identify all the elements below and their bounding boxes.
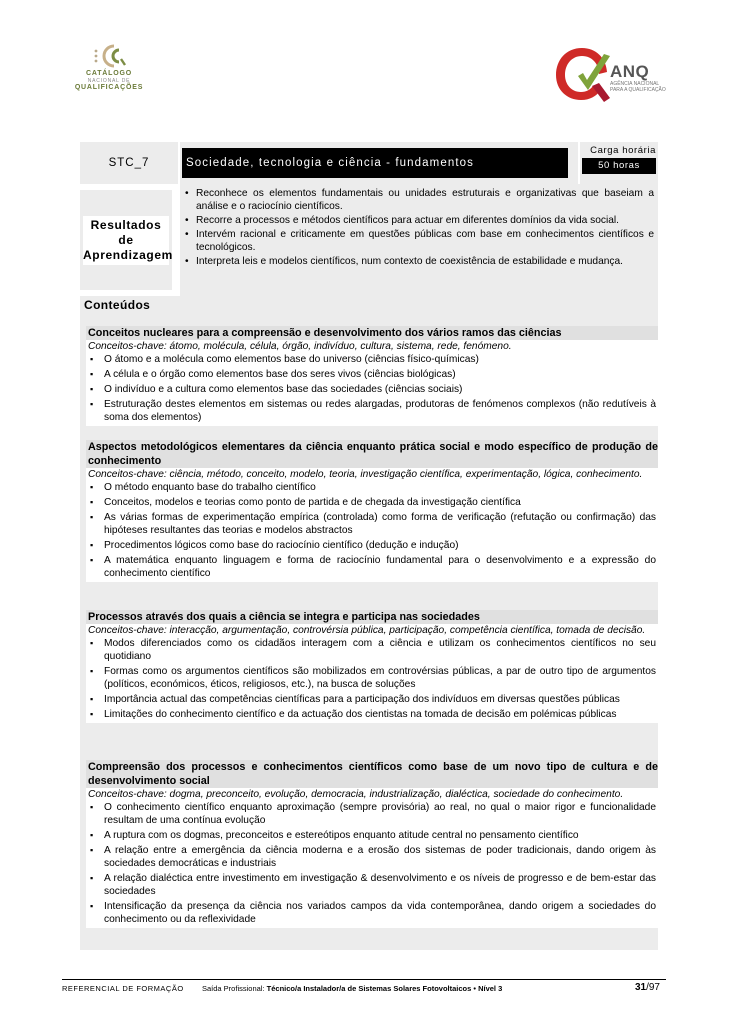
section-item: ▪ A matemática enquanto linguagem e forma de raciocínio fundamental para o desenvolvimento e a expressão do conhecimento científico [104,554,658,580]
anq-logo-subtitle-line-2: PARA A QUALIFICAÇÃO [610,87,666,93]
workload-label: Carga horária [590,145,656,156]
anq-logo [552,42,672,112]
section-item: ▪ A relação entre a emergência da ciência moderna e a erosão dos sistemas de poder tradicionais, dando origem às sociedades democráticas e industriais [104,844,658,870]
content-section [86,760,658,928]
cnq-logo-line-3: QUALIFICAÇÕES [74,84,144,91]
section-item: ▪ Limitações do conhecimento científico e da actuação dos cientistas na tomada de decisão em polémicas públicas [104,708,658,721]
module-title-cell [180,142,578,184]
footer-profile-value: Técnico/a Instalador/a de Sistemas Solares Fotovoltaicos • Nível 3 [266,984,503,993]
section-item: ▪ A ruptura com os dogmas, preconceitos e estereótipos enquanto atitude central no pensamento científico [104,829,658,842]
footer-divider [62,979,666,980]
workload-cell [580,142,658,184]
cnq-logo-line-1: CATÁLOGO [86,70,132,77]
learning-outcomes-label [83,216,173,265]
section-item: ▪ Estruturação destes elementos em sistemas ou redes alargadas, produtoras de fenómenos complexos (não redutíveis à soma dos elementos) [104,398,658,424]
learning-outcome-item: • Reconhece os elementos fundamentais ou unidades estruturais e organizativas que baseiam a análise e o raciocínio científicos. [196,187,654,213]
content-section [86,326,658,426]
section-title: Processos através dos quais a ciência se integra e participa nas sociedades [86,610,658,624]
footer-profile [202,983,502,995]
anq-logo-mark [552,42,614,112]
learning-outcomes [80,184,658,296]
section-item: ▪ Procedimentos lógicos como base do raciocínio científico (dedução e indução) [104,539,658,552]
page-current: 31 [634,982,647,993]
workload-value: 50 horas [582,158,656,174]
section-item: ▪ O método enquanto base do trabalho científico [104,481,658,494]
cnq-logo-mark [89,42,129,70]
content-section [86,610,658,723]
section-item: ▪ Importância actual das competências científicas para a participação dos indivíduos em diversas questões públicas [104,693,658,706]
section-item: ▪ O indivíduo e a cultura como elementos base das sociedades (ciências sociais) [104,383,658,396]
section-keywords: Conceitos-chave: ciência, método, conceito, modelo, teoria, investigação científica, experimentação, lógica, conhecimento. [88,469,643,480]
section-title: Compreensão dos processos e conhecimentos científicos como base de um novo tipo de cultura e de desenvolvimento social [88,761,658,787]
section-item: ▪ Modos diferenciados como os cidadãos interagem com a ciência e utilizam os conhecimentos científicos no seu quotidiano [104,637,658,663]
contents-heading: Conteúdos [80,296,658,314]
section-keywords: Conceitos-chave: interacção, argumentação, controvérsia pública, participação, competência científica, tomada de decisão. [88,625,646,636]
anq-logo-subtitle [610,81,670,93]
section-item: ▪ A relação dialéctica entre investimento em investigação & desenvolvimento e os níveis de progresso e de bem-estar das sociedades [104,872,658,898]
footer-profile-label: Saída Profissional: [202,984,265,993]
learning-outcomes-label-cell [80,190,172,290]
learning-outcome-item: • Intervém racional e criticamente em questões públicas com base em conhecimentos científicos e tecnológicos. [196,228,654,254]
content-section [86,440,658,582]
learning-outcome-item: • Recorre a processos e métodos científicos para actuar em diferentes domínios da vida social. [196,214,654,227]
section-item: ▪ O átomo e a molécula como elementos base do universo (ciências físico-químicas) [104,353,658,366]
footer-document-name: REFERENCIAL DE FORMAÇÃO [62,984,184,993]
module-header [80,142,658,184]
page-total: /97 [646,982,660,993]
anq-logo-name: ANQ [610,62,650,81]
section-item: ▪ O conhecimento científico enquanto aproximação (sempre provisória) ao real, no qual o maior rigor e funcionalidade resultam de uma contínua evolução [104,801,658,827]
section-item: ▪ Conceitos, modelos e teorias como ponto de partida e de chegada da investigação científica [104,496,658,509]
module-title: Sociedade, tecnologia e ciência - fundamentos [182,148,568,178]
page-footer [62,983,666,997]
learning-outcomes-label-line-1: Resultados [90,217,162,232]
learning-outcomes-list [180,184,658,296]
section-keywords: Conceitos-chave: átomo, molécula, célula, órgão, indivíduo, cultura, sistema, rede, fenómeno. [88,341,512,352]
section-keywords: Conceitos-chave: dogma, preconceito, evolução, democracia, industrialização, dialéctica, sociedade do conhecimento. [88,789,624,800]
section-item: ▪ As várias formas de experimentação empírica (controlada) como forma de verificação (refutação ou confirmação) das hipóteses resultantes das teorias e modelos abstractos [104,511,658,537]
section-item: ▪ Formas como os argumentos científicos são mobilizados em controvérsias públicas, a par de outro tipo de argumentos (políticos, económicos, éticos, religiosos, etc.), na busca de soluções [104,665,658,691]
cnq-logo [68,42,150,110]
section-item: ▪ Intensificação da presença da ciência nos variados campos da vida contemporânea, dando origem a sociedades do conhecimento ou da reflexividade [104,900,658,926]
page-number [635,982,660,994]
anq-logo-subtitle-line-1: AGÊNCIA NACIONAL [610,81,660,87]
cnq-logo-line-2: NACIONAL DE [87,78,131,84]
module-code: STC_7 [80,142,178,184]
learning-outcomes-label-line-2: de [118,232,134,247]
learning-outcomes-label-line-3: Aprendizagem [83,247,173,262]
contents-body [80,314,658,950]
section-item: ▪ A célula e o órgão como elementos base dos seres vivos (ciências biológicas) [104,368,658,381]
section-title: Conceitos nucleares para a compreensão e desenvolvimento dos vários ramos das ciências [86,326,658,340]
section-title: Aspectos metodológicos elementares da ciência enquanto prática social e modo específico de produção de conhecimento [88,441,658,467]
learning-outcome-item: • Interpreta leis e modelos científicos, num contexto de coexistência de estabilidade e mudança. [196,255,654,268]
